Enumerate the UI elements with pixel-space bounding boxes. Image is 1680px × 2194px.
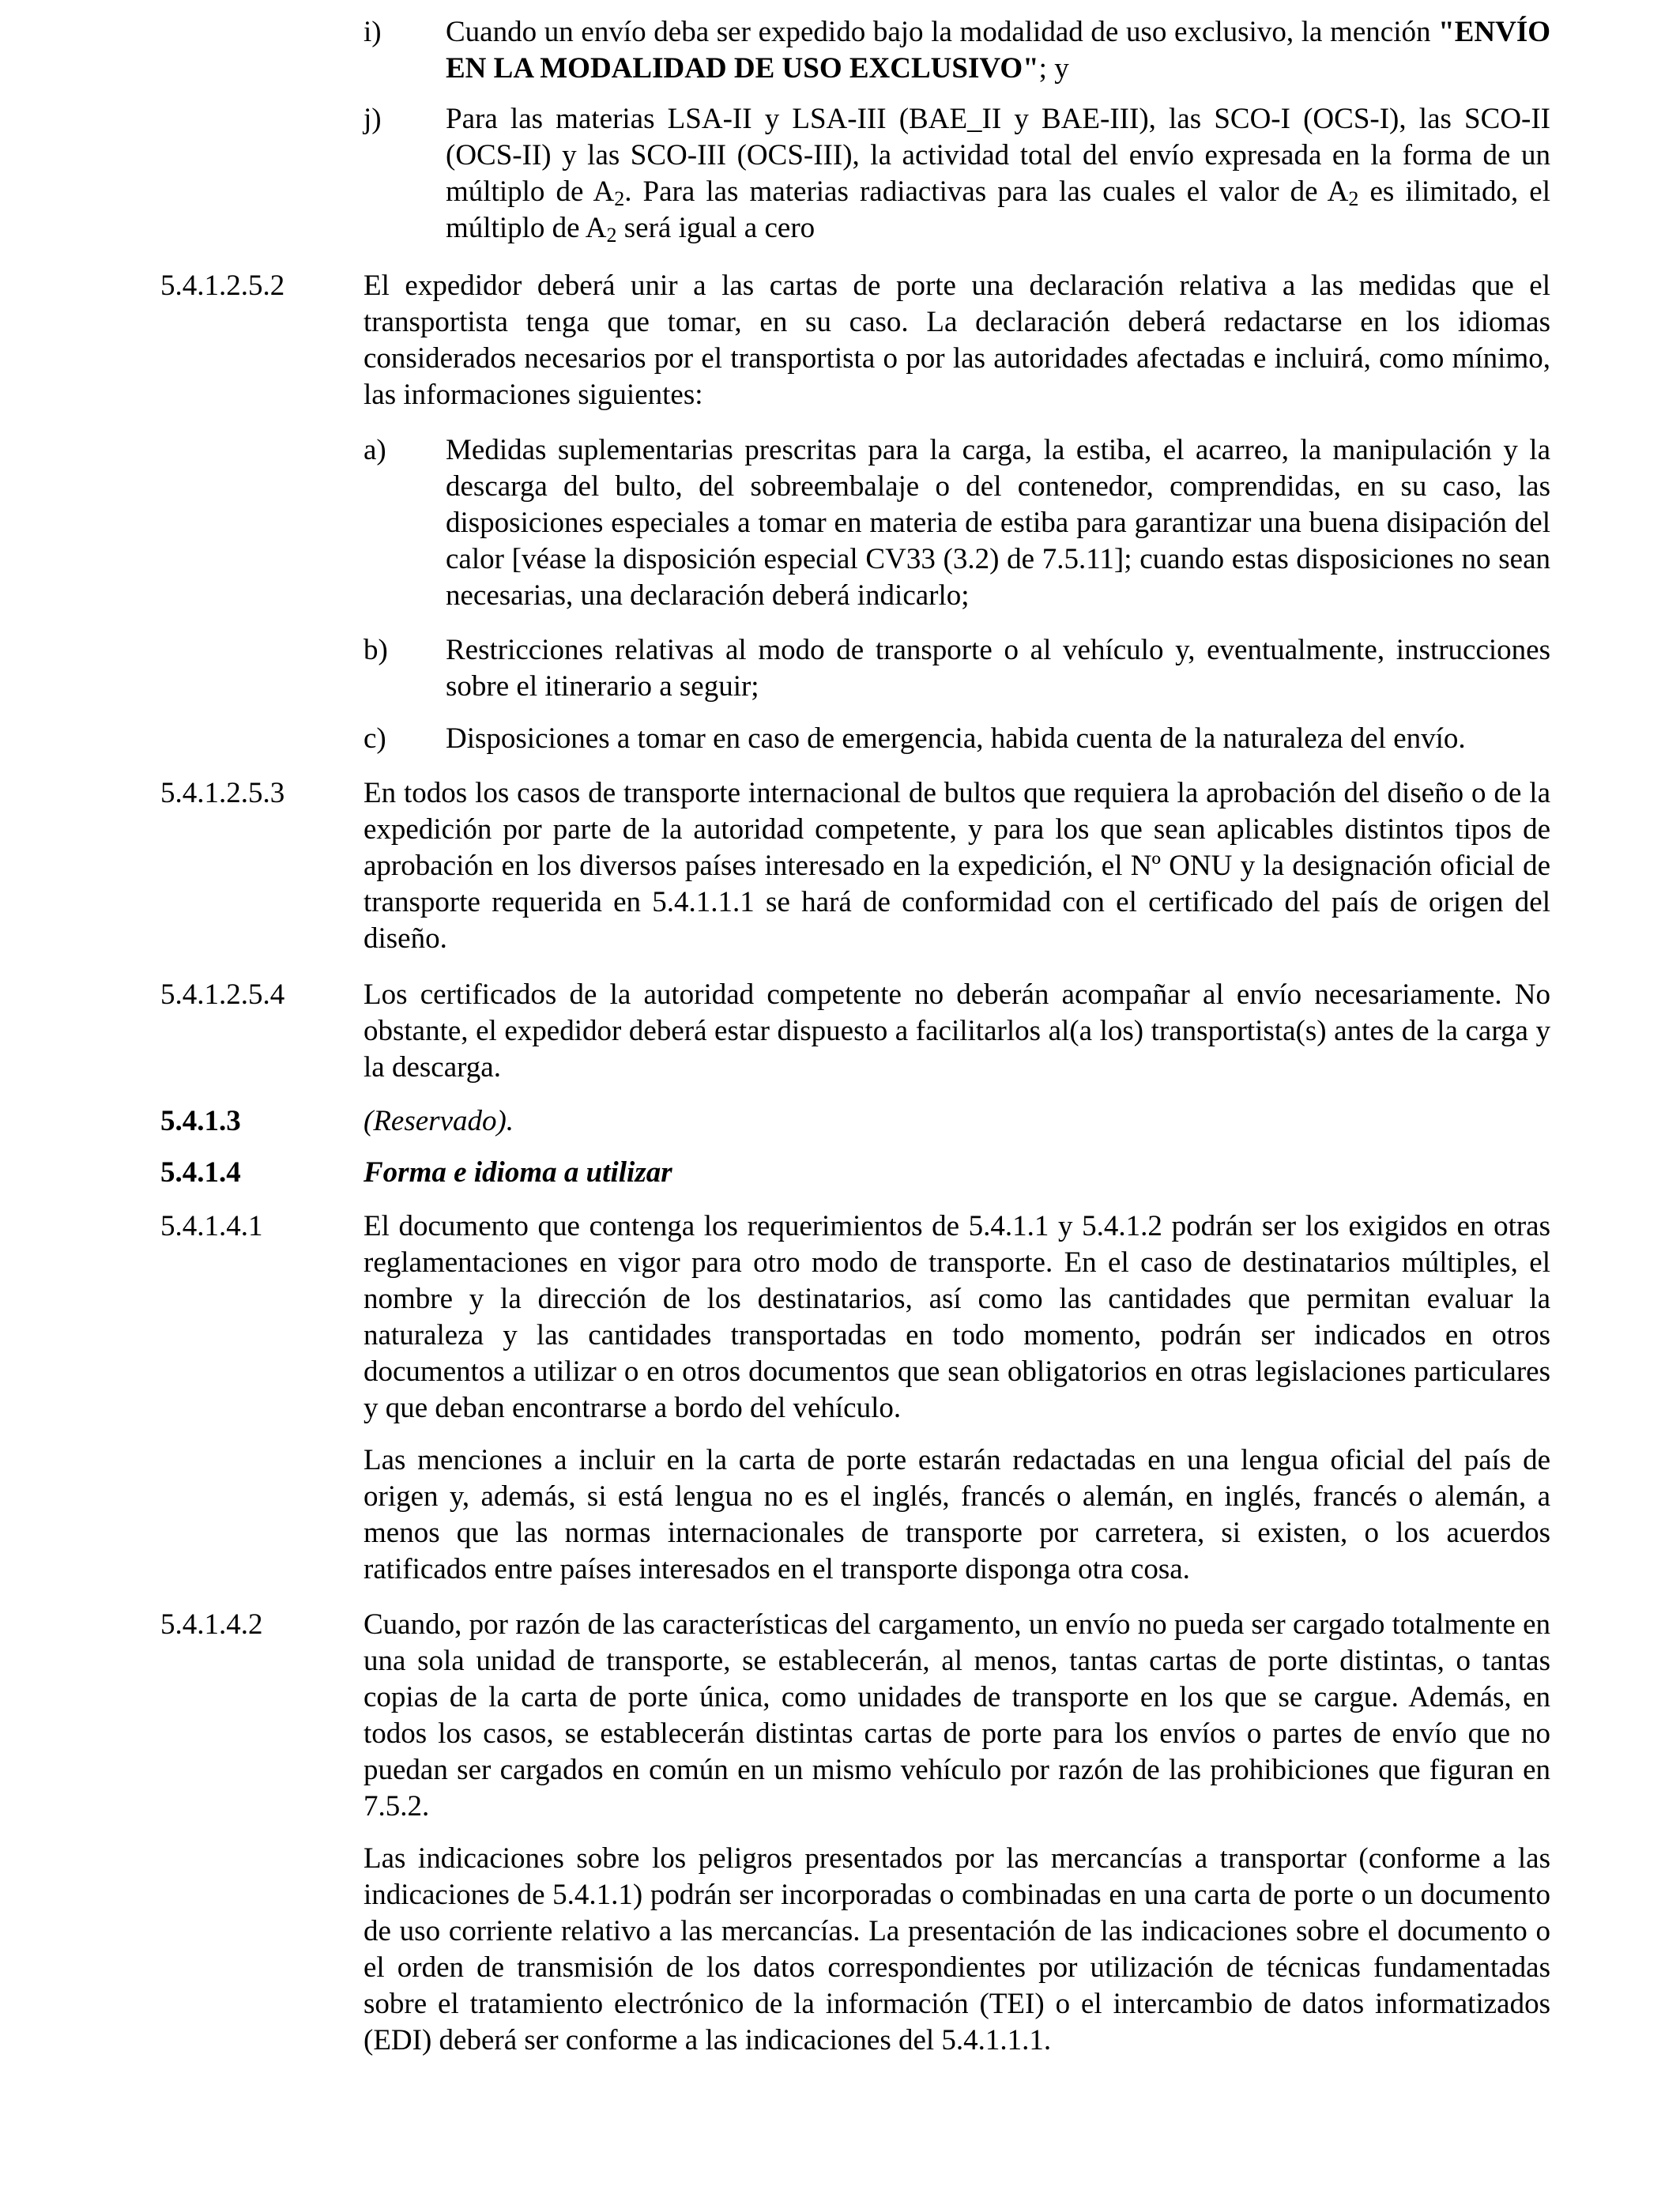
section-text: Los certificados de la autoridad competente no deberán acompañar al envío necesariamente. No obstante, el expedidor deberá estar dispuesto a facilitarlos al(a los) transportista(s) antes de la carga y la descarga. [363, 978, 1550, 1084]
item-text: Disposiciones a tomar en caso de emergencia, habida cuenta de la naturaleza del envío. [446, 722, 1466, 755]
item-text: Restricciones relativas al modo de transporte o al vehículo y, eventualmente, instrucciones sobre el itinerario a seguir; [446, 634, 1550, 703]
item-text: Cuando un envío deba ser expedido bajo la modalidad de uso exclusivo, la mención "ENVÍO EN LA MODALIDAD DE USO EXCLUSIVO"; y [446, 16, 1550, 85]
item-letter: b) [363, 634, 388, 666]
item-letter: a) [363, 434, 386, 466]
section-number: 5.4.1.4.2 [160, 1608, 263, 1641]
item-letter: i) [363, 16, 382, 48]
section-text: El expedidor deberá unir a las cartas de porte una declaración relativa a las medidas que el transportista tenga que tomar, en su caso. La declaración deberá redactarse en los idiomas considerados necesarios por el transportista o por las autoridades afectadas e incluirá, como mínimo, las informaciones siguientes: [363, 270, 1550, 411]
item-text: Medidas suplementarias prescritas para la carga, la estiba, el acarreo, la manipulación y la descarga del bulto, del sobreembalaje o del contenedor, comprendidas, en su caso, las disposiciones especiales a tomar en materia de estiba para garantizar una buena disipación del calor [véase la disposición especial CV33 (3.2) de 7.5.11]; cuando estas disposiciones no sean necesarias, una declaración deberá indicarlo; [446, 434, 1550, 612]
section-number: 5.4.1.3 [160, 1105, 241, 1137]
bold-mention: "ENVÍO EN LA MODALIDAD DE USO EXCLUSIVO" [446, 16, 1550, 85]
section-number: 5.4.1.4 [160, 1156, 241, 1189]
section-text: Las indicaciones sobre los peligros presentados por las mercancías a transportar (conforme a las indicaciones de 5.4.1.1) podrán ser incorporadas o combinadas en una carta de porte o un documento de uso corriente relativo a las mercancías. La presentación de las indicaciones sobre el documento o el orden de transmisión de los datos correspondientes por utilización de técnicas fundamentadas sobre el tratamiento electrónico de la información (TEI) o el intercambio de datos informatizados (EDI) deberá ser conforme a las indicaciones del 5.4.1.1.1. [363, 1842, 1550, 2056]
section-text: Cuando, por razón de las características del cargamento, un envío no pueda ser cargado totalmente en una sola unidad de transporte, se establecerán, al menos, tantas cartas de porte distintas, o tantas copias de la carta de porte única, como unidades de transporte en los que se cargue. Además, en todos los casos, se establecerán distintas cartas de porte para los envíos o partes de envío que no puedan ser cargados en común en un mismo vehículo por razón de las prohibiciones que figuran en 7.5.2. [363, 1608, 1550, 1823]
section-number: 5.4.1.4.1 [160, 1210, 263, 1242]
item-letter: c) [363, 722, 386, 755]
section-text: Las menciones a incluir en la carta de porte estarán redactadas en una lengua oficial del país de origen y, además, si está lengua no es el inglés, francés o alemán, en inglés, francés o alemán, a menos que las normas internacionales de transporte por carretera, si existen, o los acuerdos ratificados entre países interesados en el transporte disponga otra cosa. [363, 1444, 1550, 1585]
section-text: El documento que contenga los requerimientos de 5.4.1.1 y 5.4.1.2 podrán ser los exigidos en otras reglamentaciones en vigor para otro modo de transporte. En el caso de destinatarios múltiples, el nombre y la dirección de los destinatarios, así como las cantidades que permitan evaluar la naturaleza y las cantidades transportadas en todo momento, podrán ser indicados en otros documentos a utilizar o en otros documentos que sean obligatorios en otras legislaciones particulares y que deban encontrarse a bordo del vehículo. [363, 1210, 1550, 1424]
item-text: Para las materias LSA-II y LSA-III (BAE_II y BAE-III), las SCO-I (OCS-I), las SCO-II (OCS-II) y las SCO-III (OCS-III), la actividad total del envío expresada en la forma de un múltiplo de $A_2$. Para las materias radiactivas para las cuales el valor de $A_2$ es ilimitado, el múltiplo de $A_2$ será igual a cero [446, 103, 1551, 247]
section-number: 5.4.1.2.5.3 [160, 777, 285, 809]
section-number: 5.4.1.2.5.2 [160, 270, 285, 302]
section-text: En todos los casos de transporte internacional de bultos que requiera la aprobación del diseño o de la expedición por parte de la autoridad competente, y para los que sean aplicables distintos tipos de aprobación en los diversos países interesado en la expedición, el Nº ONU y la designación oficial de transporte requerida en 5.4.1.1.1 se hará de conformidad con el certificado del país de origen del diseño. [363, 777, 1550, 955]
section-number: 5.4.1.2.5.4 [160, 978, 285, 1011]
section-text: (Reservado). [363, 1105, 514, 1137]
item-letter: j) [363, 103, 382, 135]
section-heading: Forma e idioma a utilizar [363, 1156, 672, 1189]
